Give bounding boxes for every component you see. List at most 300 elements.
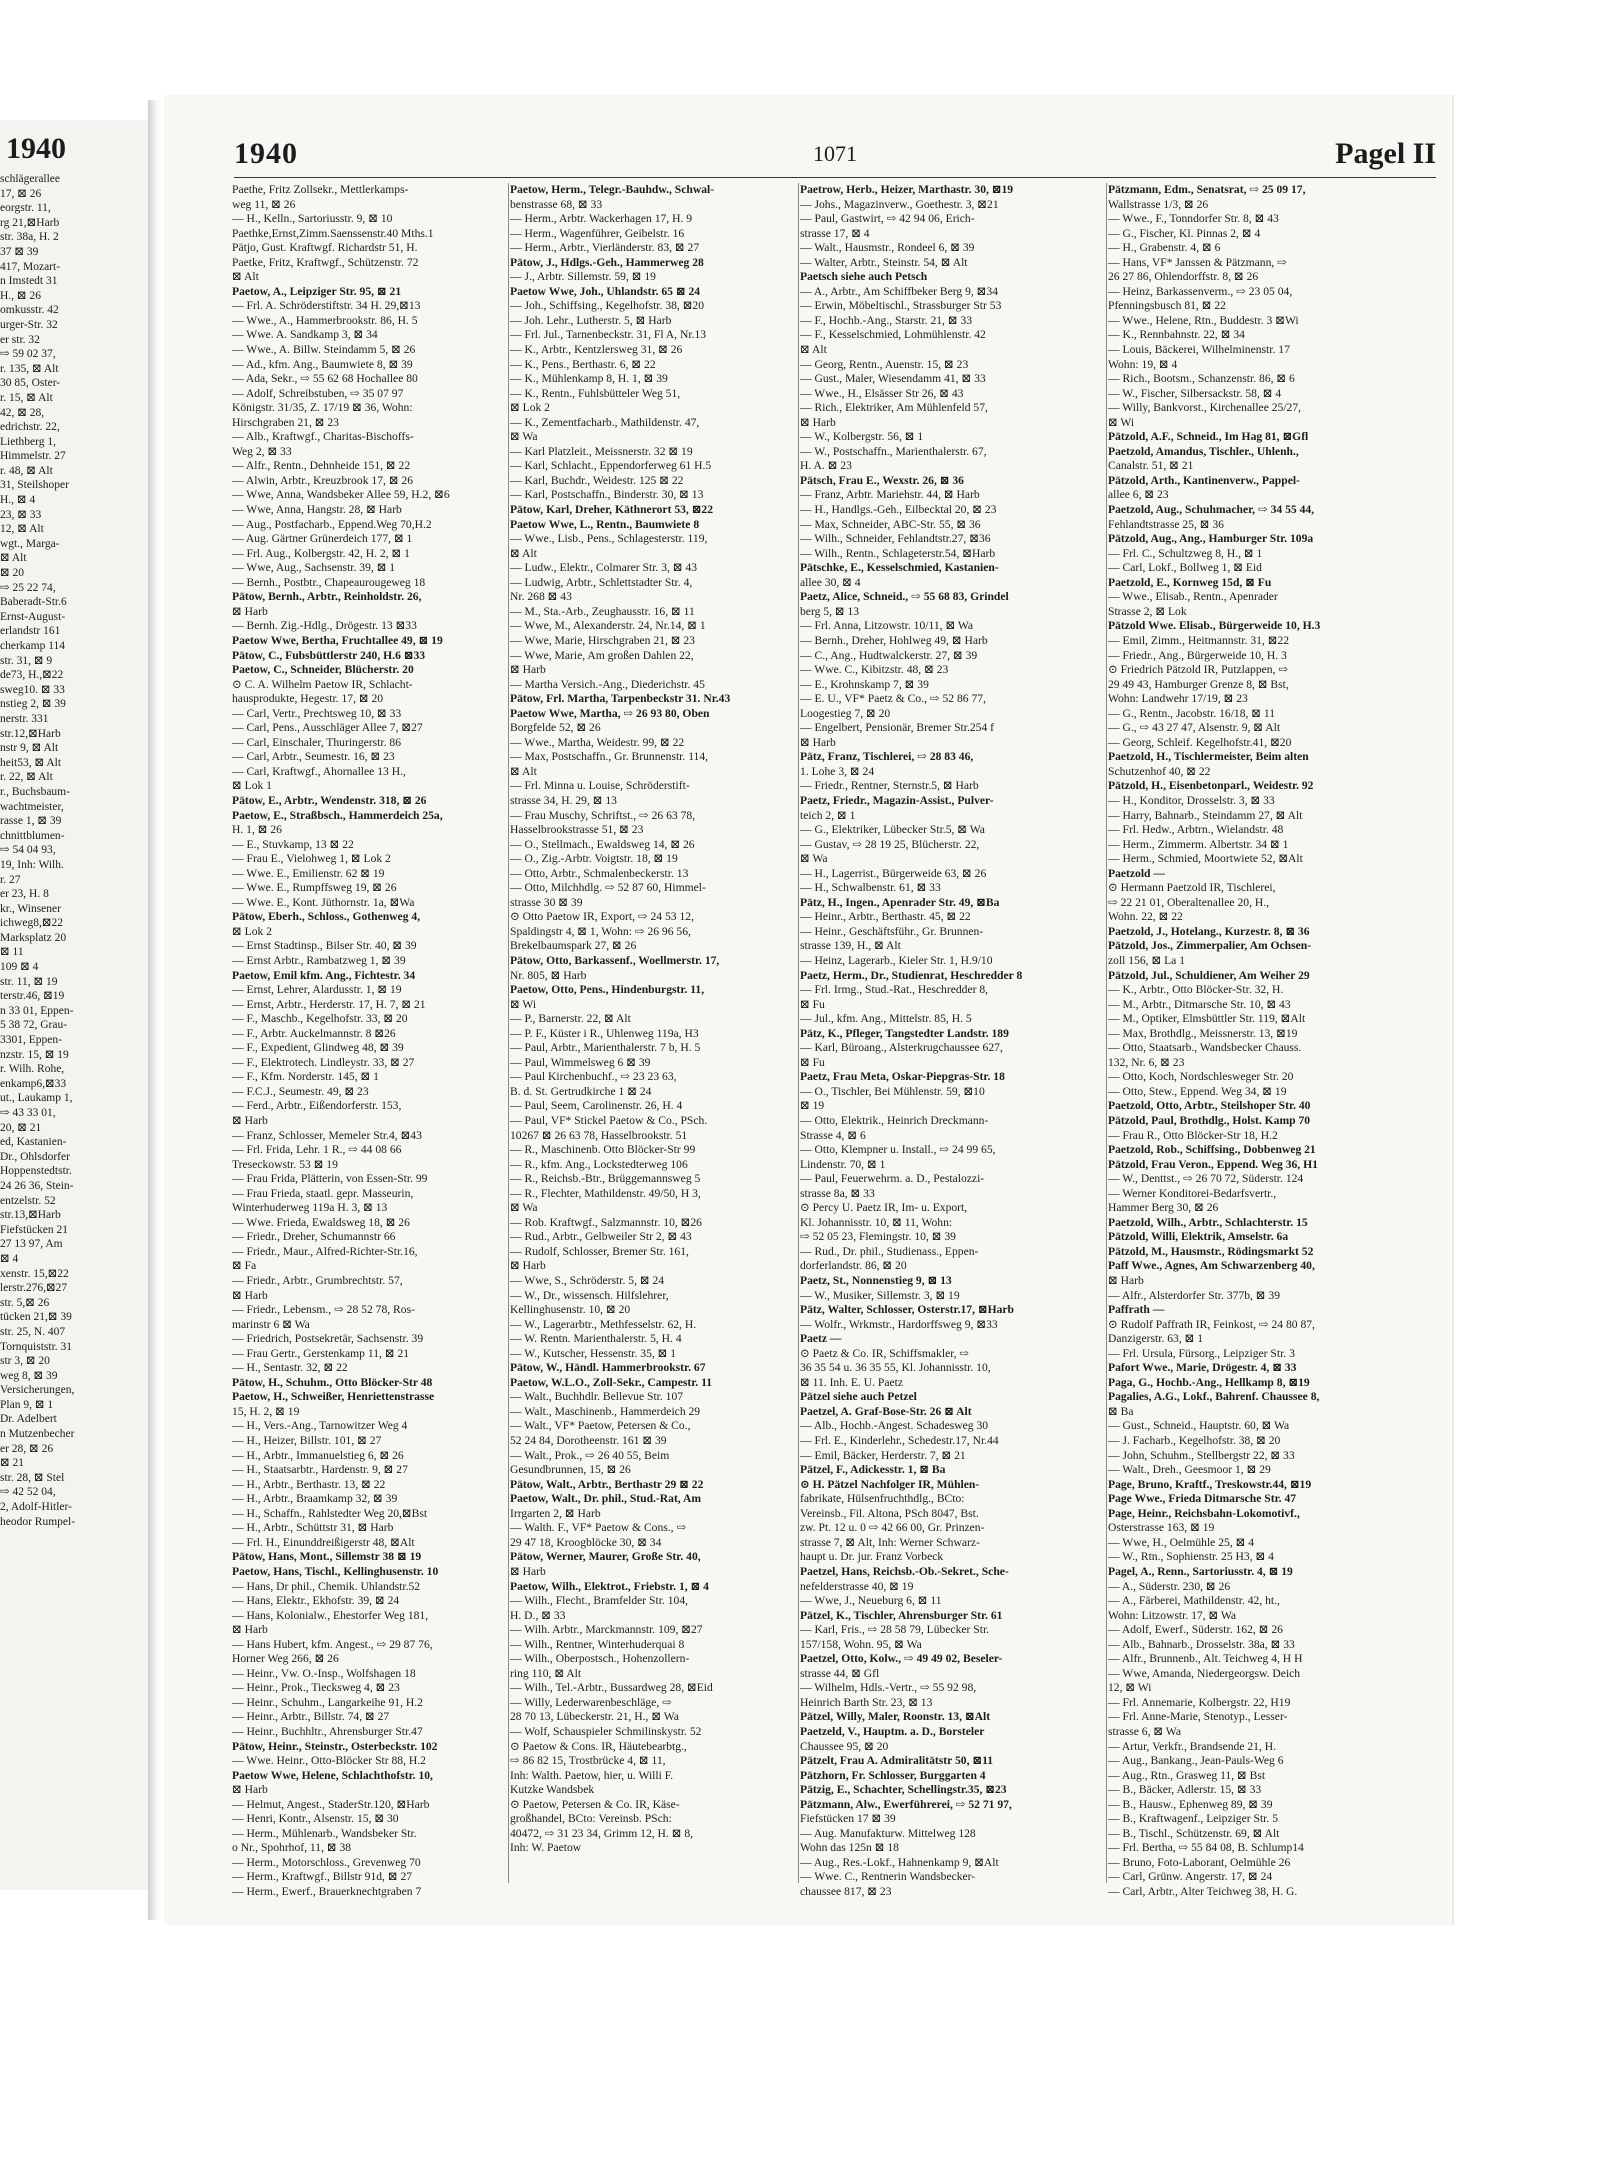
directory-entry-line: Pafort Wwe., Marie, Drögestr. 4, ⊠ 33 — [1108, 1361, 1297, 1375]
facing-page-line: 27 13 97, Am — [0, 1238, 63, 1251]
facing-page-line: ⊠ 4 — [0, 1252, 19, 1265]
directory-entry-line: Kellinghusenstr. 10, ⊠ 20 — [510, 1303, 631, 1317]
directory-entry-line: — Heinr., Prok., Tiecksweg 4, ⊠ 23 — [232, 1681, 400, 1695]
directory-entry-line: 36 35 54 u. 36 35 55, Kl. Johannisstr. 10, — [800, 1361, 991, 1375]
directory-entry-line: Paetzold, Wilh., Arbtr., Schlachterstr. 15 — [1108, 1215, 1308, 1229]
directory-entry-line: — Wwe., H., Elsässer Str 26, ⊠ 43 — [800, 386, 964, 400]
directory-entry-line: — P., Barnerstr. 22, ⊠ Alt — [510, 1012, 631, 1026]
facing-page-line: str. 25, N. 407 — [0, 1325, 66, 1338]
directory-entry-line: Pätow, Otto, Barkassenf., Woellmerstr. 17, — [510, 953, 720, 967]
directory-entry-line: — Karl, Fris., ⇨ 28 58 79, Lübecker Str. — [800, 1623, 990, 1637]
directory-entry-line: — Aug., Res.-Lokf., Hahnenkamp 9, ⊠Alt — [800, 1855, 999, 1869]
directory-entry-line: — Erwin, Möbeltischl., Strassburger Str 53 — [800, 299, 1002, 313]
directory-entry-line: 52 24 84, Dorotheenstr. 161 ⊠ 39 — [510, 1434, 667, 1448]
directory-entry-line: ⊙ H. Pätzel Nachfolger IR, Mühlen- — [800, 1477, 980, 1491]
directory-entry-line: — Engelbert, Pensionär, Bremer Str.254 f — [800, 721, 995, 735]
directory-entry-line: — Frl. A. Schröderstiftstr. 34 H. 29,⊠13 — [232, 299, 421, 313]
directory-entry-line: — Wwe, M., Alexanderstr. 24, Nr.14, ⊠ 1 — [510, 619, 706, 633]
directory-entry-line: — Aug., Rtn., Grasweg 11, ⊠ Bst — [1108, 1768, 1266, 1782]
facing-page-line: Fiefstücken 21 — [0, 1223, 69, 1236]
directory-entry-line: — Ernst Stadtinsp., Bilser Str. 40, ⊠ 39 — [232, 939, 417, 953]
directory-entry-line: ⊠ Harb — [800, 735, 836, 749]
directory-entry-line: — Wwe., A., Hammerbrookstr. 86, H. 5 — [232, 313, 418, 327]
directory-entry-line: — Carl, Lokf., Bollweg 1, ⊠ Eid — [1108, 561, 1262, 575]
facing-page-line: sweg10. ⊠ 33 — [0, 683, 65, 696]
directory-entry-line: — Herm., Schmied, Moortwiete 52, ⊠Alt — [1108, 852, 1303, 866]
directory-entry-line: — Otto, Elektrik., Heinrich Dreckmann- — [800, 1114, 989, 1127]
directory-entry-line: — Frau Frida, Plätterin, von Essen-Str. 99 — [232, 1172, 428, 1186]
running-head: Pagel II — [1335, 137, 1436, 170]
directory-entry-line: — Aug., Postfacharb., Eppend.Weg 70,H.2 — [232, 517, 432, 531]
header-year: 1940 — [234, 137, 298, 170]
directory-entry-line: Pätow, H., Schuhm., Otto Blöcker-Str 48 — [232, 1375, 433, 1389]
directory-entry-line: — Heinz, Lagerarb., Kieler Str. 1, H.9/10 — [800, 953, 993, 967]
directory-entry-line: — B., Hausw., Ephenweg 89, ⊠ 39 — [1108, 1797, 1273, 1811]
directory-entry-line: marinstr 6 ⊠ Wa — [232, 1317, 310, 1331]
directory-entry-line: — Herm., Arbtr., Vierländerstr. 83, ⊠ 27 — [510, 241, 700, 255]
directory-entry-line: — Willy, Lederwarenbeschläge, ⇨ — [510, 1695, 672, 1709]
directory-entry-line: — Wilh. Arbtr., Marckmannstr. 109, ⊠27 — [510, 1623, 703, 1637]
directory-entry-line: — Frau Frieda, staatl. gepr. Masseurin, — [232, 1186, 414, 1200]
directory-entry-line: Nr. 805, ⊠ Harb — [510, 968, 587, 982]
directory-entry-line: — K., Zementfacharb., Mathildenstr. 47, — [510, 415, 700, 429]
directory-entry-line: ⊠ Wa — [800, 852, 828, 866]
directory-entry-line: ⊠ Fa — [232, 1259, 257, 1273]
facing-page-line: nstieg 2, ⊠ 39 — [0, 698, 66, 711]
directory-entry-line: Inh: W. Paetow — [510, 1841, 582, 1855]
directory-entry-line: Paetow, C., Schneider, Blücherstr. 20 — [232, 663, 414, 677]
directory-entry-line: Winterhuderweg 119a H. 3, ⊠ 13 — [232, 1201, 388, 1215]
directory-entry-line: ⊠ Wa — [510, 1201, 538, 1215]
directory-entry-line: — A., Färberei, Mathildenstr. 42, ht., — [1108, 1594, 1280, 1608]
directory-entry-line: Pätzold, Arth., Kantinenverw., Pappel- — [1108, 473, 1300, 487]
directory-entry-line: Paetow, Emil kfm. Ang., Fichtestr. 34 — [232, 968, 416, 982]
directory-entry-line: — Walter, Arbtr., Steinstr. 54, ⊠ Alt — [800, 255, 968, 269]
directory-entry-line: — Otto, Milchhdlg. ⇨ 52 87 60, Himmel- — [510, 881, 706, 895]
directory-entry-line: Pätz, Walter, Schlosser, Osterstr.17, ⊠Harb — [800, 1303, 1014, 1317]
directory-entry-line: Pätzold, Jos., Zimmerpalier, Am Ochsen- — [1108, 939, 1312, 953]
directory-entry-line: zw. Pt. 12 u. 0 ⇨ 42 66 00, Gr. Prinzen- — [800, 1521, 985, 1535]
directory-entry-line: Pätz, Franz, Tischlerei, ⇨ 28 83 46, — [800, 750, 974, 764]
directory-entry-line: — Carl, Arbtr., Alter Teichweg 38, H. G. — [1108, 1884, 1298, 1898]
directory-entry-line: Pätow, Karl, Dreher, Käthnerort 53, ⊠22 — [510, 503, 714, 517]
facing-page-line: rg 21,⊠Harb — [0, 216, 60, 229]
directory-entry-line: — Ernst, Lehrer, Alardusstr. 1, ⊠ 19 — [232, 983, 402, 997]
directory-entry-line: — K., Arbtr., Kentzlersweg 31, ⊠ 26 — [510, 343, 683, 357]
directory-entry-line: Kl. Johannisstr. 10, ⊠ 11, Wohn: — [800, 1215, 953, 1229]
directory-entry-line: Canalstr. 51, ⊠ 21 — [1108, 459, 1194, 473]
facing-page-line: Versicherungen, — [0, 1384, 75, 1397]
directory-entry-line: — Herm., Zimmerm. Albertstr. 34 ⊠ 1 — [1108, 837, 1289, 851]
directory-entry-line: — Karl, Schlacht., Eppendorferweg 61 H.5 — [510, 459, 712, 473]
directory-entry-line: — Emil, Zimm., Heitmannstr. 31, ⊠22 — [1108, 633, 1290, 647]
directory-entry-line: Wohn. 22, ⊠ 22 — [1108, 910, 1183, 924]
directory-entry-line: — F.C.J., Seumestr. 49, ⊠ 23 — [232, 1084, 369, 1098]
directory-entry-line: — M., Optiker, Elmsbüttler Str. 119, ⊠Alt — [1108, 1012, 1306, 1026]
directory-entry-line: — Franz, Arbtr. Mariehstr. 44, ⊠ Harb — [800, 488, 980, 502]
directory-entry-line: Pätow, E., Arbtr., Wendenstr. 318, ⊠ 26 — [232, 793, 427, 807]
directory-entry-line: — Heinz, Barkassenverm., ⇨ 23 05 04, — [1108, 284, 1293, 298]
directory-entry-line: ⊠ Wi — [510, 997, 537, 1011]
facing-page-line: str.12,⊠Harb — [0, 727, 61, 740]
directory-entry-line: strasse 8a, ⊠ 33 — [800, 1186, 875, 1200]
directory-entry-line: — K., Pens., Berthastr. 6, ⊠ 22 — [510, 357, 656, 371]
directory-entry-line: — Gust., Maler, Wiesendamm 41, ⊠ 33 — [800, 372, 986, 386]
directory-entry-line: ⊙ C. A. Wilhelm Paetow IR, Schlacht- — [232, 677, 413, 691]
directory-entry-line: — Otto, Koch, Nordschlesweger Str. 20 — [1108, 1070, 1294, 1084]
directory-entry-line: — Wilh., Rentn., Schlageterstr.54, ⊠Harb — [800, 546, 996, 560]
directory-entry-line: — Wwe., F., Tonndorfer Str. 8, ⊠ 43 — [1108, 212, 1279, 226]
directory-entry-line: — Wwe. Heinr., Otto-Blöcker Str 88, H.2 — [232, 1754, 426, 1768]
directory-column-3 — [800, 183, 1108, 1898]
directory-entry-line: 132, Nr. 6, ⊠ 23 — [1108, 1055, 1185, 1069]
directory-entry-line: — Hans Hubert, kfm. Angest., ⇨ 29 87 76, — [232, 1637, 433, 1651]
facing-page-line: heodor Rumpel- — [0, 1515, 76, 1528]
directory-entry-line: Paetz, Friedr., Magazin-Assist., Pulver- — [800, 793, 994, 807]
directory-entry-line: Brekelbaumspark 27, ⊠ 26 — [510, 939, 637, 953]
facing-page-line: 109 ⊠ 4 — [0, 961, 39, 974]
directory-entry-line: — Bernh. Zig.-Hdlg., Drögestr. 13 ⊠33 — [232, 619, 417, 633]
directory-entry-line: — O., Tischler, Bei Mühlenstr. 59, ⊠10 — [800, 1084, 985, 1098]
directory-entry-line: — Georg, Rentn., Auenstr. 15, ⊠ 23 — [800, 357, 969, 371]
directory-entry-line: Pätow, Walt., Arbtr., Berthastr 29 ⊠ 22 — [510, 1477, 704, 1491]
directory-entry-line: Paetzold, E., Kornweg 15d, ⊠ Fu — [1108, 575, 1272, 589]
directory-entry-line: — W., Kutscher, Hessenstr. 35, ⊠ 1 — [510, 1346, 677, 1360]
directory-entry-line: Paetzold, H., Tischlermeister, Beim alten — [1108, 750, 1309, 764]
directory-entry-line: — H., Heizer, Billstr. 101, ⊠ 27 — [232, 1434, 382, 1448]
facing-page-line: ed, Kastanien- — [0, 1136, 67, 1149]
directory-entry-line: — Rich., Bootsm., Schanzenstr. 86, ⊠ 6 — [1108, 372, 1295, 386]
directory-entry-line: — Wwe, Amanda, Niedergeorgsw. Deich — [1108, 1666, 1301, 1680]
directory-entry-line: Pätzig, E., Schachter, Schellingstr.35, ⊠23 — [800, 1783, 1007, 1797]
directory-entry-line: — E., Krohnskamp 7, ⊠ 39 — [800, 677, 929, 691]
directory-entry-line: — Georg, Schleif. Kegelhofstr.41, ⊠20 — [1108, 735, 1292, 749]
facing-page-line: nzstr. 15, ⊠ 19 — [0, 1048, 69, 1061]
facing-page-line: 3301, Eppen- — [0, 1034, 62, 1047]
directory-entry-line: — Franz, Schlosser, Memeler Str.4, ⊠43 — [232, 1128, 422, 1142]
directory-entry-line: — Walt., Maschinenb., Hammerdeich 29 — [510, 1404, 701, 1418]
directory-entry-line: Chaussee 95, ⊠ 20 — [800, 1739, 889, 1753]
facing-page-line: r. 27 — [0, 873, 21, 886]
directory-entry-line: — Wilh., Rentner, Winterhuderquai 8 — [510, 1637, 685, 1651]
facing-page-line: 23, ⊠ 33 — [0, 508, 42, 521]
directory-entry-line: Paetow Wwe, L., Rentn., Baumwiete 8 — [510, 517, 700, 531]
facing-page-line: str. 28, ⊠ Stel — [0, 1471, 65, 1484]
directory-entry-line: berg 5, ⊠ 13 — [800, 604, 860, 618]
directory-entry-line: ⇨ 86 82 15, Trostbrücke 4, ⊠ 11, — [510, 1754, 666, 1768]
facing-page-line: ut., Laukamp 1, — [0, 1092, 73, 1105]
facing-page-line: urger-Str. 32 — [0, 318, 58, 331]
directory-entry-line: — Hans, Dr phil., Chemik. Uhlandstr.52 — [232, 1579, 421, 1593]
directory-entry-line: Paetow, Walt., Dr. phil., Stud.-Rat, Am — [510, 1492, 701, 1506]
directory-entry-line: — Paul, Seem, Carolinenstr. 26, H. 4 — [510, 1099, 683, 1113]
directory-entry-line: Paetow, W.L.O., Zoll-Sekr., Campestr. 11 — [510, 1375, 713, 1389]
directory-entry-line: weg 11, ⊠ 26 — [232, 197, 296, 211]
directory-entry-line: — J., Arbtr. Sillemstr. 59, ⊠ 19 — [510, 270, 656, 284]
directory-entry-line: — Adolf, Schreibstuben, ⇨ 35 07 97 — [232, 386, 404, 400]
directory-entry-line: — Herm., Wagenführer, Geibelstr. 16 — [510, 226, 685, 240]
directory-entry-line: — Hans, Elektr., Ekhofstr. 39, ⊠ 24 — [232, 1594, 400, 1608]
directory-entry-line: Pätzel, F., Adickesstr. 1, ⊠ Ba — [800, 1463, 946, 1477]
directory-entry-line: — Ludw., Elektr., Colmarer Str. 3, ⊠ 43 — [510, 561, 698, 575]
directory-entry-line: Pätow, C., Fubsbüttlerstr 240, H.6 ⊠33 — [232, 648, 426, 662]
facing-page-line: chnittblumen- — [0, 829, 65, 842]
directory-entry-line: Pätow, Frl. Martha, Tarpenbeckstr 31. Nr.43 — [510, 692, 731, 706]
directory-entry-line: — H., Sentastr. 32, ⊠ 22 — [232, 1361, 348, 1375]
directory-entry-line: Wohn: 19, ⊠ 4 — [1108, 357, 1178, 371]
directory-entry-line: — Carl, Kraftwgf., Ahornallee 13 H., — [232, 764, 406, 778]
directory-entry-line: — W., Dr., wissensch. Hilfslehrer, — [510, 1288, 669, 1302]
directory-entry-line: Inh: Walth. Paetow, hier, u. Willi F. — [510, 1768, 674, 1782]
directory-entry-line: — Frau E., Vielohweg 1, ⊠ Lok 2 — [232, 852, 391, 866]
directory-entry-line: Pätow, Werner, Maurer, Große Str. 40, — [510, 1550, 701, 1564]
directory-entry-line: — Hans, Kolonialw., Ehestorfer Weg 181, — [232, 1608, 429, 1622]
directory-entry-line: Treseckowstr. 53 ⊠ 19 — [232, 1157, 338, 1171]
directory-entry-line: Paffrath — — [1108, 1303, 1165, 1317]
directory-entry-line: ⊠ Alt — [800, 343, 827, 357]
directory-entry-line: Pätzhorn, Fr. Schlosser, Burggarten 4 — [800, 1768, 986, 1782]
directory-entry-line: Paetow Wwe, Joh., Uhlandstr. 65 ⊠ 24 — [510, 284, 701, 298]
facing-page-line: str.13,⊠Harb — [0, 1209, 61, 1222]
directory-entry-line: — W., Denttst., ⇨ 26 70 72, Süderstr. 124 — [1108, 1172, 1304, 1186]
directory-entry-line: allee 30, ⊠ 4 — [800, 575, 861, 589]
facing-page-line: eorgstr. 11, — [0, 202, 51, 215]
directory-entry-line: ⊙ Paetow, Petersen & Co. IR, Käse- — [510, 1797, 680, 1811]
directory-entry-line: Danzigerstr. 63, ⊠ 1 — [1108, 1332, 1204, 1346]
directory-entry-line: — Carl, Einschaler, Thuringerstr. 86 — [232, 735, 402, 749]
directory-entry-line: ⊠ Wa — [510, 430, 538, 444]
directory-entry-line: Pätzold, Aug., Ang., Hamburger Str. 109a — [1108, 532, 1314, 546]
directory-entry-line: — Wwe., Helene, Rtn., Buddestr. 3 ⊠Wi — [1108, 313, 1299, 327]
directory-entry-line: — Frl. Ursula, Fürsorg., Leipziger Str. 3 — [1108, 1346, 1295, 1360]
directory-entry-line: — Friedrich, Postsekretär, Sachsenstr. 39 — [232, 1332, 424, 1346]
directory-entry-line: — Helmut, Angest., StaderStr.120, ⊠Harb — [232, 1797, 430, 1811]
directory-entry-line: Paetzold, J., Hotelang., Kurzestr. 8, ⊠ 36 — [1108, 924, 1310, 938]
directory-entry-line: strasse 34, H. 29, ⊠ 13 — [510, 793, 617, 807]
directory-entry-line: — H., Vers.-Ang., Tarnowitzer Weg 4 — [232, 1419, 408, 1433]
facing-page-line: er 23, H. 8 — [0, 888, 49, 901]
directory-entry-line: — Carl, Pens., Ausschläger Allee 7, ⊠27 — [232, 721, 423, 735]
facing-page-line: str 3, ⊠ 20 — [0, 1355, 50, 1368]
directory-entry-line: — C., Ang., Hudtwalckerstr. 27, ⊠ 39 — [800, 648, 978, 662]
directory-entry-line: — Wolfr., Wrkmstr., Hardorffsweg 9, ⊠33 — [800, 1317, 998, 1331]
directory-entry-line: — Wwe, Anna, Wandsbeker Allee 59, H.2, ⊠6 — [232, 488, 450, 502]
directory-entry-line: — Alfr., Rentn., Dehnheide 151, ⊠ 22 — [232, 459, 411, 473]
directory-entry-line: — Artur, Verkfr., Brandsende 21, H. — [1108, 1739, 1277, 1753]
directory-entry-line: — Frl. Annemarie, Kolbergstr. 22, H19 — [1108, 1695, 1291, 1709]
directory-entry-line: — Johs., Magazinverw., Goethestr. 3, ⊠21 — [800, 197, 999, 211]
facing-page-line: rasse 1, ⊠ 39 — [0, 815, 62, 828]
directory-entry-line: — Karl, Postschaffn., Binderstr. 30, ⊠ 13 — [510, 488, 704, 502]
directory-entry-line: ⊠ Fu — [800, 1055, 825, 1069]
directory-entry-line: ⊠ 11. Inh. E. U. Paetz — [800, 1375, 903, 1389]
facing-page-line: ⇨ 59 02 37, — [0, 348, 56, 361]
directory-entry-line: — O., Zig.-Arbtr. Voigtstr. 18, ⊠ 19 — [510, 852, 678, 866]
facing-page-line: de73, H.,⊠22 — [0, 669, 64, 682]
directory-entry-line: Weg 2, ⊠ 33 — [232, 444, 292, 458]
directory-entry-line: Paetke, Fritz, Kraftwgf., Schützenstr. 72 — [232, 255, 419, 269]
directory-entry-line: — Wwe. C., Kibitzstr. 48, ⊠ 23 — [800, 663, 949, 677]
facing-page-line: r. Wilh. Rohe, — [0, 1063, 65, 1076]
directory-entry-line: Pätow, J., Hdlgs.-Geh., Hammerweg 28 — [510, 255, 704, 269]
facing-page-line: 2, Adolf-Hitler- — [0, 1501, 72, 1514]
directory-entry-line: strasse 30 ⊠ 39 — [510, 895, 583, 909]
directory-entry-line: — Jul., kfm. Ang., Mittelstr. 85, H. 5 — [800, 1012, 972, 1026]
directory-entry-line: Pätsch, Frau E., Wexstr. 26, ⊠ 36 — [800, 473, 964, 487]
directory-entry-line: Pätzelt, Frau A. Admiralitätstr 50, ⊠11 — [800, 1754, 994, 1768]
directory-entry-line: hausprodukte, Hegestr. 17, ⊠ 20 — [232, 692, 384, 706]
directory-entry-line: 1. Lohe 3, ⊠ 24 — [800, 764, 875, 778]
directory-entry-line: — E. U., VF* Paetz & Co., ⇨ 52 86 77, — [800, 692, 986, 706]
directory-entry-line: — Frl. Anna, Litzowstr. 10/11, ⊠ Wa — [800, 619, 974, 633]
book-gutter — [148, 100, 162, 1920]
directory-entry-line: — Ernst Arbtr., Rambatzweg 1, ⊠ 39 — [232, 953, 406, 967]
directory-entry-line: — Gustav, ⇨ 28 19 25, Blücherstr. 22, — [800, 837, 980, 851]
directory-entry-line: ⊠ Alt — [510, 546, 537, 560]
directory-entry-line: Wallstrasse 1/3, ⊠ 26 — [1108, 197, 1209, 211]
facing-page-line: r. 135, ⊠ Alt — [0, 362, 59, 375]
directory-entry-line: — Wwe, S., Schröderstr. 5, ⊠ 24 — [510, 1274, 665, 1288]
directory-entry-line: — Bruno, Foto-Laborant, Oelmühle 26 — [1108, 1855, 1291, 1869]
directory-entry-line: — Frl. E., Kinderlehr., Schedestr.17, Nr.44 — [800, 1434, 999, 1448]
facing-page-line: 19, Inh: Wilh. — [0, 858, 64, 871]
directory-entry-line: — W., Postschaffn., Marienthalerstr. 67, — [800, 444, 987, 458]
directory-entry-line: — Friedr., Dreher, Schumannstr 66 — [232, 1230, 396, 1244]
directory-entry-line: — Paul, Arbtr., Marienthalerstr. 7 b, H. 5 — [510, 1041, 701, 1055]
directory-entry-line: — Frl. Jul., Tarnenbeckstr. 31, Fl A, Nr.13 — [510, 328, 707, 342]
directory-entry-line: Page Wwe., Frieda Ditmarsche Str. 47 — [1108, 1492, 1297, 1506]
directory-entry-line: — Friedr., Lebensm., ⇨ 28 52 78, Ros- — [232, 1303, 415, 1317]
directory-entry-line: — Alfr., Brunnenb., Alt. Teichweg 4, H H — [1108, 1652, 1303, 1666]
directory-entry-line: — O., Stellmach., Ewaldsweg 14, ⊠ 26 — [510, 837, 695, 851]
facing-page-line: 42, ⊠ 28, — [0, 406, 45, 419]
directory-entry-line: Hammer Berg 30, ⊠ 26 — [1108, 1201, 1219, 1215]
directory-entry-line: Paethke,Ernst,Zimm.Saenssenstr.40 Mths.1 — [232, 226, 434, 240]
facing-page-line: r. 22, ⊠ Alt — [0, 771, 53, 784]
facing-page-line: er 28, ⊠ 26 — [0, 1442, 54, 1455]
directory-entry-line: Paetzold — — [1108, 866, 1165, 880]
directory-entry-line: — Friedr., Rentner, Sternstr.5, ⊠ Harb — [800, 779, 979, 793]
directory-entry-line: — Herm., Arbtr. Wackerhagen 17, H. 9 — [510, 212, 693, 226]
directory-entry-line: 15, H. 2, ⊠ 19 — [232, 1404, 300, 1418]
facing-page-line: ⊠ 21 — [0, 1457, 25, 1470]
directory-entry-line: H. A. ⊠ 23 — [800, 459, 852, 473]
directory-entry-line: — Max, Schneider, ABC-Str. 55, ⊠ 36 — [800, 517, 981, 531]
directory-entry-line: Spaldingstr 4, ⊠ 1, Wohn: ⇨ 26 96 56, — [510, 924, 691, 938]
directory-entry-line: Osterstrasse 163, ⊠ 19 — [1108, 1521, 1215, 1535]
directory-entry-line: — H., Schaffn., Rahlstedter Weg 20,⊠Bst — [232, 1506, 428, 1520]
directory-entry-line: — Carl, Arbtr., Seumestr. 16, ⊠ 23 — [232, 750, 395, 764]
directory-entry-line: Pätow, Bernh., Arbtr., Reinholdstr. 26, — [232, 590, 422, 604]
directory-entry-line: — M., Arbtr., Ditmarsche Str. 10, ⊠ 43 — [1108, 997, 1291, 1011]
directory-entry-line: — Frau Muschy, Schriftst., ⇨ 26 63 78, — [510, 808, 696, 822]
directory-entry-line: Hirschgraben 21, ⊠ 23 — [232, 415, 339, 429]
directory-entry-line: — Carl, Grünw. Angerstr. 17, ⊠ 24 — [1108, 1870, 1273, 1884]
facing-page-line: Marksplatz 20 — [0, 931, 67, 944]
facing-page-line: n Imstedt 31 — [0, 275, 58, 288]
directory-entry-line: — Aug., Bankang., Jean-Pauls-Weg 6 — [1108, 1754, 1284, 1768]
directory-entry-line: 26 27 86, Ohlendorffstr. 8, ⊠ 26 — [1108, 270, 1259, 284]
directory-entry-line: 12, ⊠ Wi — [1108, 1681, 1152, 1695]
directory-entry-line: Paetzel, A. Graf-Bose-Str. 26 ⊠ Alt — [800, 1404, 972, 1418]
directory-entry-line: ⊙ Rudolf Paffrath IR, Feinkost, ⇨ 24 80 87, — [1108, 1317, 1315, 1331]
directory-entry-line: — Frl. Bertha, ⇨ 55 84 08, B. Schlump14 — [1108, 1841, 1304, 1855]
directory-entry-line: — Herm., Ewerf., Brauerknechtgraben 7 — [232, 1884, 422, 1898]
directory-entry-line: Pätzold, M., Hausmstr., Rödingsmarkt 52 — [1108, 1244, 1314, 1258]
directory-entry-line: ⊙ Percy U. Paetz IR, Im- u. Export, — [800, 1201, 968, 1215]
page-header — [234, 135, 1436, 178]
facing-page-line: ⇨ 42 52 04, — [0, 1486, 56, 1499]
directory-entry-line: — Wilh., Flecht., Bramfelder Str. 104, — [510, 1594, 689, 1608]
directory-entry-line: — G., ⇨ 43 27 47, Alsenstr. 9, ⊠ Alt — [1108, 721, 1281, 735]
directory-column-4 — [1108, 183, 1414, 1898]
directory-entry-line: Schutzenhof 40, ⊠ 22 — [1108, 764, 1211, 778]
directory-entry-line: Borgfelde 52, ⊠ 26 — [510, 721, 601, 735]
directory-entry-line: — Frl. Hedw., Arbtrn., Wielandstr. 48 — [1108, 823, 1284, 837]
directory-entry-line: Paetz, St., Nonnenstieg 9, ⊠ 13 — [800, 1274, 952, 1288]
directory-entry-line: — F., Kfm. Norderstr. 145, ⊠ 1 — [232, 1070, 379, 1084]
directory-entry-line: Pätz, H., Ingen., Apenrader Str. 49, ⊠Ba — [800, 895, 1000, 909]
directory-entry-line: Paetow, H., Schweißer, Henriettenstrasse — [232, 1390, 435, 1404]
facing-page-line: wachtmeister, — [0, 800, 64, 813]
directory-entry-line: o Nr., Spohrhof, 11, ⊠ 38 — [232, 1841, 352, 1855]
directory-entry-line: — Wwe. E., Emilienstr. 62 ⊠ 19 — [232, 866, 385, 880]
directory-entry-line: Paetzeld, V., Hauptm. a. D., Borsteler — [800, 1724, 985, 1738]
directory-entry-line: — W., Fischer, Silbersackstr. 58, ⊠ 4 — [1108, 386, 1282, 400]
directory-entry-line: — H., Lagerrist., Bürgerweide 63, ⊠ 26 — [800, 866, 987, 880]
directory-entry-line: — Karl, Büroang., Alsterkrugchaussee 627, — [800, 1041, 1003, 1055]
directory-entry-line: — Wwe., A. Billw. Steindamm 5, ⊠ 26 — [232, 343, 416, 357]
directory-entry-line: — R., Flechter, Mathildenstr. 49/50, H 3, — [510, 1186, 701, 1200]
facing-page-line: omkusstr. 42 — [0, 304, 59, 317]
directory-entry-line: ⊠ Fu — [800, 997, 825, 1011]
facing-page-line: erlandstr 161 — [0, 625, 61, 638]
directory-entry-line: Pätzold, Paul, Brothdlg., Holst. Kamp 70 — [1108, 1114, 1311, 1127]
directory-entry-line: ⊠ Harb — [510, 1564, 546, 1578]
directory-entry-line: — Wwe, Aug., Sachsenstr. 39, ⊠ 1 — [232, 561, 396, 575]
directory-entry-line: — Joh., Schiffsing., Kegelhofstr. 38, ⊠20 — [510, 299, 705, 313]
directory-entry-line: ⊠ Harb — [1108, 1274, 1144, 1288]
facing-page-line: ⊠ 11 — [0, 946, 24, 959]
directory-entry-line: Pätow, Eberh., Schloss., Gothenweg 4, — [232, 910, 421, 924]
directory-entry-line: — K., Rennbahnstr. 22, ⊠ 34 — [1108, 328, 1245, 342]
directory-entry-line: — Walt., Buchhdlr. Bellevue Str. 107 — [510, 1390, 684, 1404]
facing-page-line: Dr. Adelbert — [0, 1413, 57, 1426]
directory-column-1 — [232, 183, 512, 1898]
facing-page-line: 24 26 36, Stein- — [0, 1179, 74, 1192]
bottom-margin — [164, 1925, 1454, 2177]
directory-entry-line: — B., Bäcker, Adlerstr. 15, ⊠ 33 — [1108, 1783, 1262, 1797]
directory-entry-line: Paetzel, Otto, Kolw., ⇨ 49 49 02, Beseler- — [800, 1652, 1003, 1666]
directory-entry-line: Paff Wwe., Agnes, Am Schwarzenberg 40, — [1108, 1259, 1315, 1273]
directory-entry-line: Paetow Wwe, Helene, Schlachthofstr. 10, — [232, 1768, 433, 1782]
directory-entry-line: — Ada, Sekr., ⇨ 55 62 68 Hochallee 80 — [232, 372, 418, 386]
directory-entry-line: ⊙ Paetow & Cons. IR, Häutebearbtg., — [510, 1739, 687, 1753]
facing-page-line: nstr 9, ⊠ Alt — [0, 742, 59, 755]
facing-page-line: Hoppenstedtstr. — [0, 1165, 72, 1178]
directory-entry-line: — P. F., Küster i R., Uhlenweg 119a, H3 — [510, 1026, 699, 1040]
directory-entry-line: Paetow, Otto, Pens., Hindenburgstr. 11, — [510, 983, 705, 997]
facing-page-line: er str. 32 — [0, 333, 40, 346]
directory-entry-line: Paetow Wwe, Martha, ⇨ 26 93 80, Oben — [510, 706, 710, 720]
directory-entry-line: Paetzold, Amandus, Tischler., Uhlenh., — [1108, 444, 1299, 458]
directory-entry-line: Loogestieg 7, ⊠ 20 — [800, 706, 891, 720]
directory-entry-line: — Rob. Kraftwgf., Salzmannstr. 10, ⊠26 — [510, 1215, 702, 1229]
directory-entry-line: ⊠ 19 — [800, 1099, 825, 1113]
directory-entry-line: Pätschke, E., Kesselschmied, Kastanien- — [800, 561, 999, 575]
directory-entry-line: ⇨ 52 05 23, Flemingstr. 10, ⊠ 39 — [800, 1230, 956, 1244]
directory-entry-line: — R., Reichsb.-Btr., Brüggemannsweg 5 — [510, 1172, 701, 1186]
